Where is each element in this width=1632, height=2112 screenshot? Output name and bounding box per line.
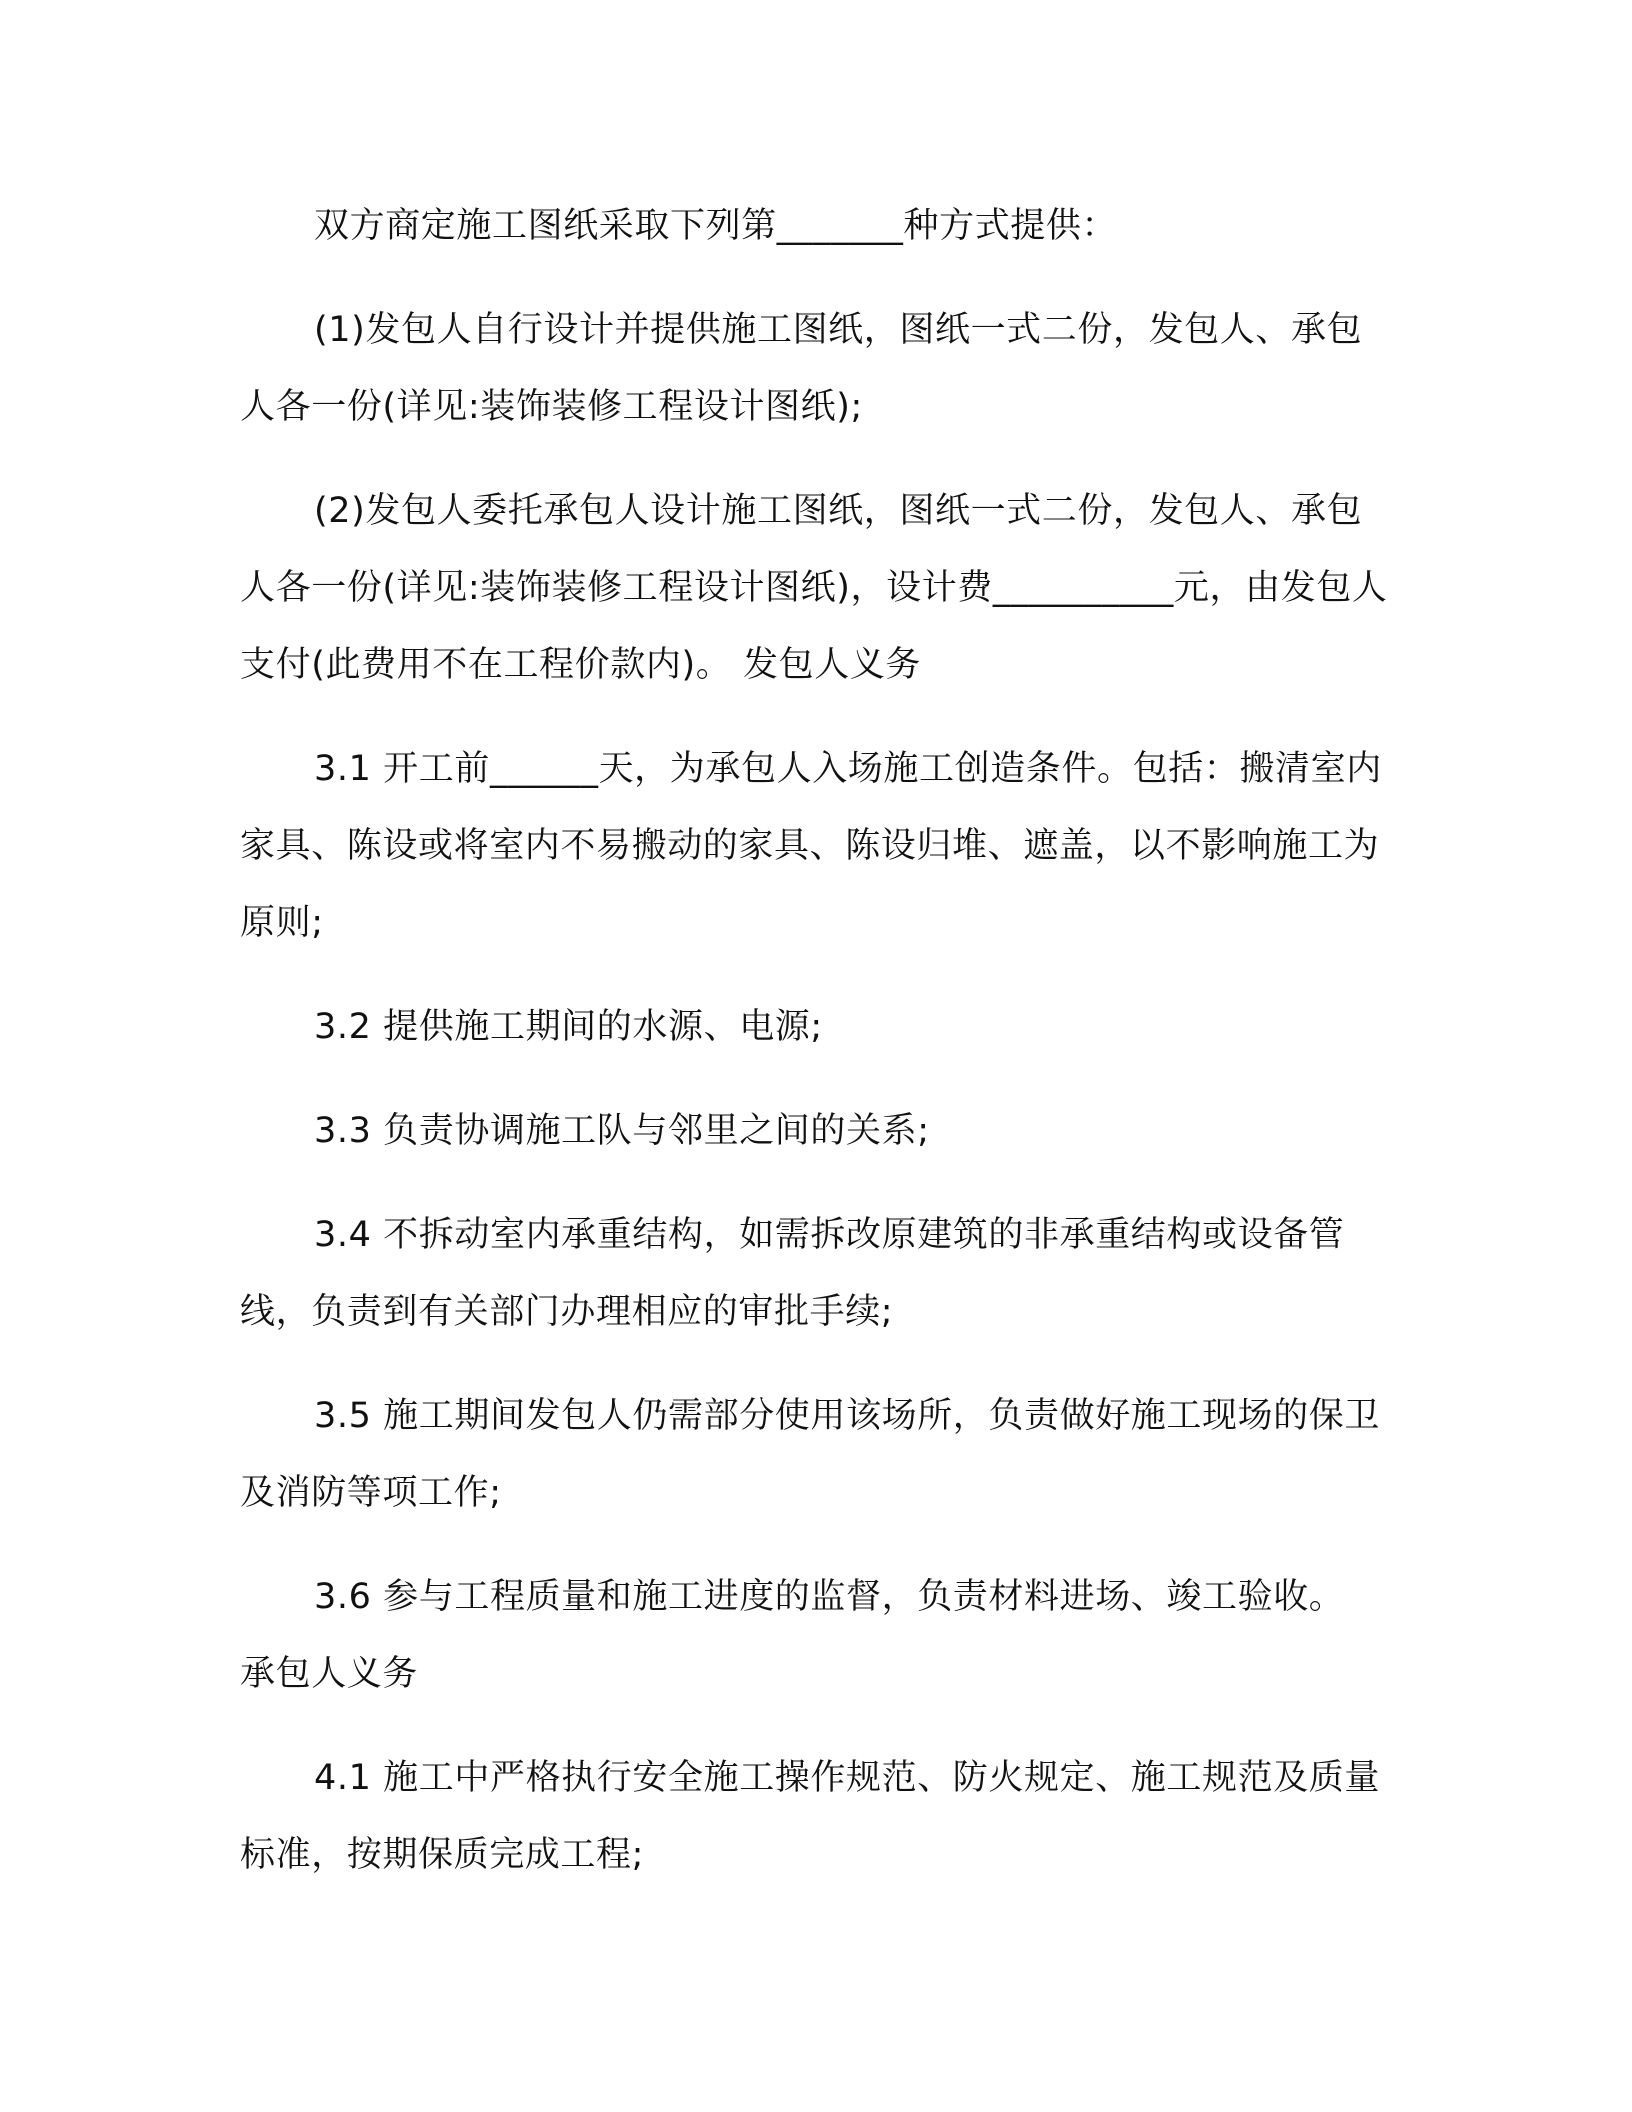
paragraph-3-3: 3.3 负责协调施工队与邻里之间的关系;	[314, 1111, 930, 1151]
paragraph-drawing-method: 双方商定施工图纸采取下列第_______种方式提供：	[314, 206, 1118, 246]
document-body	[240, 188, 1390, 1921]
paragraph-option-2: (2)发包人委托承包人设计施工图纸，图纸一式二份，发包人、承包人各一份(详见:装饰装修工程设计图纸)，设计费__________元，由发包人支付(此费用不在工程价款内)。 发包人义务	[240, 491, 1388, 685]
paragraph-option-1: (1)发包人自行设计并提供施工图纸，图纸一式二份，发包人、承包人各一份(详见:装饰装修工程设计图纸);	[240, 310, 1363, 427]
paragraph-3-6: 3.6 参与工程质量和施工进度的监督，负责材料进场、竣工验收。 承包人义务	[240, 1577, 1345, 1694]
paragraph-3-1: 3.1 开工前______天，为承包人入场施工创造条件。包括：搬清室内家具、陈设或将室内不易搬动的家具、陈设归堆、遮盖，以不影响施工为原则;	[240, 749, 1382, 943]
paragraph-3-2: 3.2 提供施工期间的水源、电源;	[314, 1007, 823, 1047]
paragraph-3-4: 3.4 不拆动室内承重结构，如需拆改原建筑的非承重结构或设备管线，负责到有关部门办理相应的审批手续;	[240, 1215, 1345, 1332]
paragraph-3-5: 3.5 施工期间发包人仍需部分使用该场所，负责做好施工现场的保卫及消防等项工作;	[240, 1396, 1380, 1513]
paragraph-4-1: 4.1 施工中严格执行安全施工操作规范、防火规定、施工规范及质量标准，按期保质完成工程;	[240, 1758, 1380, 1875]
